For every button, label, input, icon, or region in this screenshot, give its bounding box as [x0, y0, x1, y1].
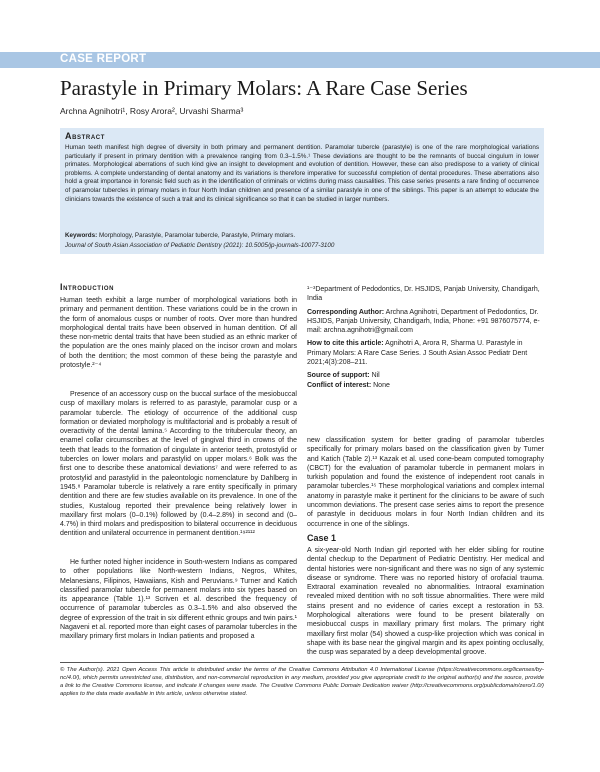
right-column-paragraph: new classification system for better grading of paramolar tubercles specifically for primary molars based on the classification given by Turner and Katich (Table 2).¹³ Kazak et al. used cone-beam computed tomography (CBCT) for the evaluation of paramolar tubercle in permanent molars in turkish population and found the existence of independent root canals in paramolar tubercles.¹⁵ These morphological variations and complex internal anatomy in parastyle make it pertinent for the clinicians to be aware of such uncommon deviations. The present case series aims to report the presence of parastyle in deciduous molars in four North Indian children and its occurrence in one of the siblings.	[307, 437, 544, 528]
conflict-label: Conflict of interest:	[307, 381, 372, 389]
conflict-of-interest	[307, 381, 543, 390]
abstract-text: Human teeth manifest high degree of diversity in both primary and permanent dentition. Paramolar tubercle (parastyle) is one of the rare morphological variations particularly if present in primary dentition with a prevalence ranging from 0.3–1.5%.¹ These deviations are thought to be the remnants of buccal cingulum in lower primates. Morphological aberrations of such kind give an insight to development and evolution of dentition. However, these can also predispose to a variety of clinical problems. A complete understanding of dental anatomy and its variations is therefore imperative for successful completion of dental procedures. These aberrations also hold a great importance in forensic field such as in the identification of criminals or victims during mass causalities. This case series presents a rare finding of occurrence of paramolar tubercles in primary molars in four North Indian children and presence of a similar parastyle in one of the siblings. This paper is an attempt to educate the clinicians towards the existence of such a trait and its clinical significance so that it can be studied in larger numbers.	[65, 144, 539, 203]
source-of-support	[307, 371, 543, 380]
affiliation: ¹⁻³Department of Pedodontics, Dr. HSJIDS, Panjab University, Chandigarh, India	[307, 286, 540, 303]
license-footer: © The Author(s). 2021 Open Access This article is distributed under the terms of the Creative Commons Attribution 4.0 International License (https://creativecommons.org/licenses/by-nc/4.0/), which permits unrestricted use, distribution, and non-commercial reproduction in any medium, provided you give appropriate credit to the original author(s) and the source, provide a link to the Creative Commons license, and indicate if changes were made. The Creative Commons Public Domain Dedication waiver (http://creativecommons.org/publicdomain/zero/1.0/) applies to the data made available in this article, unless otherwise stated.	[60, 667, 544, 697]
case-1-text: A six-year-old North Indian girl reported with her elder sibling for routine dental checkup to the Department of Pediatric Dentistry. Her medical and dental histories were non-significant and there was no sign of any systemic disease or syndrome. There was no reported history of orofacial trauma. Extraoral examination revealed no abnormalities. Intraoral examination revealed mixed dentition with no soft tissue abnormalities. There were mild stains present and no evidence of caries except a restoration in 53. Morphological alterations were found to be present bilaterally on mesiobuccal cusps in maxillary primary first molars. The primary right maxillary first molar (54) showed a cusp-like projection which was conical in shape with its base near the gingival margin and its apex pointing occlusally, the cusp was separated by a deep developmental groove.	[307, 547, 544, 657]
corresponding-label: Corresponding Author:	[307, 308, 385, 316]
intro-paragraph-1: Human teeth exhibit a large number of morphological variations both in primary and permanent dentition. These variations could be in the crown in the form of anomalous cusps or number of roots. Over more than hundred morphological dental traits have been observed in human dentition. Of all these non-metric dental traits that have been studied as an ethnic marker of the population are the ones mainly placed on the incisor crown and molars of both the dentition; the most common of these being the parastyle and protostyle.²⁻⁴	[60, 297, 297, 370]
abstract-heading: Abstract	[65, 131, 105, 141]
intro-paragraph-2: Presence of an accessory cusp on the buccal surface of the mesiobuccal cusp of maxillary molars is referred to as parastyle, paramolar cusp or a paramolar tubercle. The etiology of occurrence of the additional cusp formation or deviated morphology is multifactorial and is probably a result of overactivity of the dental lamina.⁵ According to the tritubercular theory, an enamel collar circumscribes at the level of gingival third in crowns of the teeth that leads to the formation of cingulate in anterior teeth, protostylid or tubercles on lower molars and parastylid on upper molars.⁶ Bolk was the first one to describe these anatomical deviations⁷ and were referred to as protostylid and parastylid in the paleontologic nomenclature by Dahlberg in 1945.⁸ Paramolar tubercle is relatively a rare entity specifically in primary dentition and there are few studies available on its prevalence. In one of the studies, Kustaloug reported their prevalence being relatively lower in maxillary first molars (0–0.1%) followed by (0.4–2.8%) in second and (0–4.7%) in third molars and predisposition to bilateral occurrence in deciduous dentition and unilateral occurrence in permanent dentition.¹⁹²¹¹²	[60, 391, 297, 538]
article-info	[307, 285, 543, 394]
support-text: Nil	[369, 372, 380, 380]
introduction-heading: Introduction	[60, 282, 115, 292]
abstract-box	[60, 128, 544, 254]
cite-label: How to cite this article:	[307, 340, 384, 348]
keywords-text: Morphology, Parastyle, Paramolar tubercle, Parastyle, Primary molars.	[97, 232, 296, 239]
support-label: Source of support:	[307, 372, 370, 380]
author-list: Archna Agnihotri¹, Rosy Arora², Urvashi Sharma³	[60, 106, 244, 116]
case-1-heading: Case 1	[307, 533, 337, 543]
journal-citation: Journal of South Asian Association of Pediatric Dentistry (2021): 10.5005/jp-journals-10077-3100	[65, 242, 335, 249]
cite-text: Agnihotri A, Arora R, Sharma U. Parastyle in Primary Molars: A Rare Case Series. J South Asian Assoc Pediatr Dent 2021;4(3):208–211.	[307, 340, 528, 367]
conflict-text: None	[371, 381, 390, 389]
intro-paragraph-3: He further noted higher incidence in South-western Indians as compared to other populations like North-western Indians, Negros, Whites, Melanesians, Filipinos, Hawaiians, Kish and Peruvians.⁹ Turner and Katich classified paramolar tubercle for permanent molars into six types based on its appearance (Table 1).¹³ Scriven et al. described the frequency of occurrence of paramolar tubercles as 0.3–1.5% and also observed the degree of expression of the trait in six different ethnic groups and twin pairs.¹ Nagaveni et al. reported more than eight cases of paramolar tubercles in the maxillary primary first molars in Indian patients and proposed a	[60, 559, 297, 641]
section-label: CASE REPORT	[60, 53, 147, 65]
corresponding-text: Archna Agnihotri, Department of Pedodontics, Dr. HSJIDS, Panjab University, Chandigarh, India, Phone: +91 9876075774, e-mail: archna.agnihotri@gmail.com	[307, 308, 540, 335]
keywords-line	[65, 232, 295, 239]
keywords-label: Keywords:	[65, 232, 98, 239]
how-to-cite	[307, 339, 543, 367]
footer-divider	[60, 662, 544, 663]
corresponding-author	[307, 308, 543, 336]
section-band	[0, 52, 600, 68]
article-title: Parastyle in Primary Molars: A Rare Case Series	[60, 76, 468, 100]
